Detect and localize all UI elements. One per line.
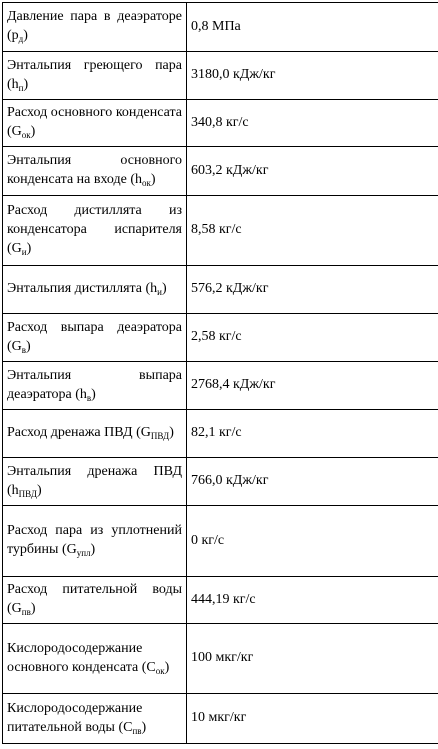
parameter-name-cell [3,100,187,147]
parameter-value: 576,2 кДж/кг [191,281,269,296]
table-row [3,52,438,100]
parameter-name: Энтальпия выпара деаэратора (h [7,367,182,402]
parameter-name: Кислородосодержание питательной воды (С [7,700,143,735]
parameter-name-cell [3,362,187,410]
parameter-paren: ) [150,172,156,187]
parameter-name-cell [3,458,187,506]
parameter-value-cell [187,266,438,314]
parameter-name: Расход питательной воды (G [7,582,182,616]
parameters-table-body [3,3,438,744]
parameter-value: 8,58 кг/с [191,222,242,237]
table-row [3,458,438,506]
parameter-paren: ) [23,28,28,43]
parameter-paren: ) [90,542,96,557]
parameter-name-cell [3,266,187,314]
parameter-subscript: пв [132,725,142,736]
parameter-name-cell [3,506,187,577]
parameter-value-cell [187,410,438,458]
parameter-value-cell [187,577,438,624]
parameter-value-cell [187,624,438,694]
parameter-subscript: в [86,392,92,403]
table-row [3,314,438,362]
parameter-value-cell [187,3,438,52]
parameter-value-cell [187,506,438,577]
parameter-value-cell [187,100,438,147]
parameter-name-cell [3,694,187,744]
parameter-subscript: пв [21,607,31,617]
table-row [3,3,438,52]
table-row [3,147,438,196]
table-row [3,624,438,694]
parameter-value-cell [187,147,438,196]
parameter-paren: ) [162,281,167,296]
table-row [3,100,438,147]
parameter-subscript: д [18,34,24,44]
parameter-value: 0,8 МПа [191,18,241,34]
parameter-value: 82,1 кг/с [191,425,242,440]
parameter-value-cell [187,52,438,100]
parameter-name: Кислородосодержание основного конденсата (С [7,640,156,675]
parameter-name: Расход выпара деаэратора (G [7,319,182,354]
parameter-value: 0 кг/с [191,532,225,548]
parameter-value: 100 мкг/кг [191,650,254,665]
parameter-subscript: ок [21,130,31,140]
parameter-paren: ) [26,241,32,256]
parameter-paren: ) [23,76,29,92]
parameter-name: Энтальпия дистиллята (h [7,281,158,296]
parameter-paren: ) [169,425,174,440]
parameter-value: 444,19 кг/с [191,591,256,607]
parameter-subscript: упл [76,548,91,558]
parameter-name: Энтальпия греющего пара (h [7,57,182,92]
parameter-name-cell [3,624,187,694]
parameter-value-cell [187,196,438,266]
parameter-value: 2768,4 кДж/кг [191,377,276,392]
parameter-subscript: ок [155,665,165,676]
parameter-paren: ) [91,386,96,402]
parameter-paren: ) [30,124,36,139]
parameter-value: 3180,0 кДж/кг [191,67,276,82]
parameter-paren: ) [164,659,170,675]
table-row [3,410,438,458]
parameter-paren: ) [141,719,147,735]
parameter-subscript: ок [142,178,151,188]
parameter-name: Энтальпия основного конденсата на входе (h [7,153,182,187]
parameter-value: 766,0 кДж/кг [191,473,269,488]
parameter-subscript: п [18,82,24,93]
parameter-name-cell [3,410,187,458]
parameter-paren: ) [36,482,42,498]
parameter-name: Энтальпия дренажа ПВД (h [7,463,182,498]
parameter-value: 2,58 кг/с [191,329,242,344]
parameter-name-cell [3,147,187,196]
parameter-subscript: ПВД [150,431,170,441]
parameter-name: Расход дренажа ПВД (G [7,425,151,440]
table-row [3,362,438,410]
parameter-paren: ) [30,601,36,616]
parameter-value: 10 мкг/кг [191,710,247,725]
parameter-name: Расход пара из уплотнений турбины (G [7,523,182,557]
parameter-value-cell [187,314,438,362]
parameter-subscript: в [21,344,27,355]
parameter-name: Расход дистиллята из конденсатора испарителя (G [7,203,182,256]
parameter-name-cell [3,52,187,100]
parameter-value-cell [187,362,438,410]
parameter-subscript: ПВД [18,488,37,499]
table-row [3,196,438,266]
table-row [3,694,438,744]
table-row [3,577,438,624]
parameter-value: 340,8 кг/с [191,114,249,130]
parameter-subscript: и [21,247,27,257]
parameter-value-cell [187,694,438,744]
parameters-table [2,2,438,744]
parameter-name-cell [3,3,187,52]
parameter-paren: ) [26,338,31,354]
parameter-subscript: и [157,287,162,297]
parameter-name: Расход основного конденсата (G [7,105,182,139]
parameter-name-cell [3,314,187,362]
parameter-value: 603,2 кДж/кг [191,162,269,178]
table-row [3,506,438,577]
table-row [3,266,438,314]
parameter-name-cell [3,196,187,266]
parameter-name: Давление пара в деаэраторе (р [7,9,182,43]
parameter-value-cell [187,458,438,506]
parameter-name-cell [3,577,187,624]
